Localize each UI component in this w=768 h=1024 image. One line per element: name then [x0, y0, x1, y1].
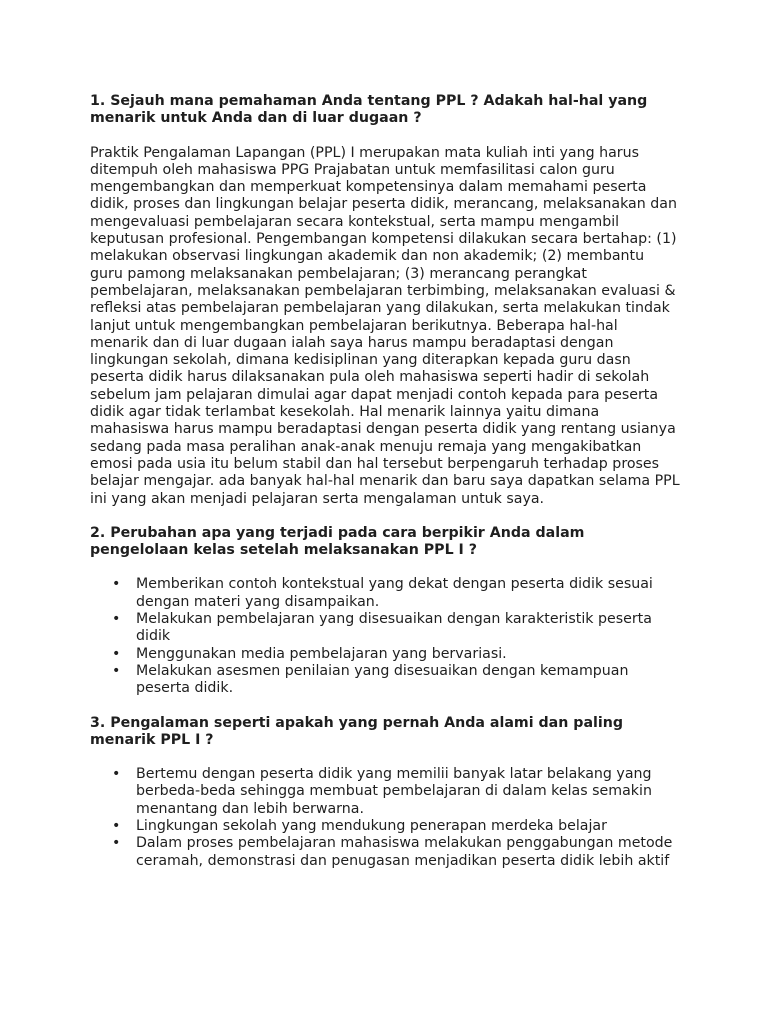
question-2-heading: 2. Perubahan apa yang terjadi pada cara berpikir Anda dalam pengelolaan kelas setelah melaksanakan PPL I ? [90, 524, 585, 559]
bullet-icon: • [112, 611, 121, 628]
bullet-icon: • [112, 645, 121, 662]
list-item [90, 766, 680, 818]
bullet-icon: • [112, 835, 121, 852]
bullet-icon: • [112, 817, 121, 834]
list-item [90, 611, 680, 646]
document-content [90, 93, 680, 870]
bullet-icon: • [112, 766, 121, 783]
question-3-heading: 3. Pengalaman seperti apakah yang pernah Anda alami dan paling menarik PPL I ? [90, 714, 623, 748]
list-item [90, 835, 680, 870]
list-item [90, 663, 680, 698]
question-1-heading: 1. Sejauh mana pemahaman Anda tentang PPL ? Adakah hal-hal yang menarik untuk Anda dan di luar dugaan ? [90, 93, 648, 127]
list-item [90, 818, 680, 835]
list-item-text: Melakukan pembelajaran yang disesuaikan dengan karakteristik peserta didik [136, 611, 652, 645]
bullet-icon: • [112, 662, 121, 679]
list-item-text: Memberikan contoh kontekstual yang dekat dengan peserta didik sesuai dengan materi yang disampaikan. [136, 576, 653, 610]
list-item-text: Dalam proses pembelajaran mahasiswa melakukan penggabungan metode ceramah, demonstrasi dan penugasan menjadikan peserta didik lebih aktif [136, 835, 673, 869]
list-item-text: Melakukan asesmen penilaian yang disesuaikan dengan kemampuan peserta didik. [136, 662, 629, 697]
list-item-text: Bertemu dengan peserta didik yang memilii banyak latar belakang yang berbeda-beda sehingga membuat pembelajaran di dalam kelas semakin menantang dan lebih berwarna. [136, 766, 652, 817]
answer-1-paragraph: Praktik Pengalaman Lapangan (PPL) I merupakan mata kuliah inti yang harus ditempuh oleh mahasiswa PPG Prajabatan untuk memfasilitasi calon guru mengembangkan dan memperkuat kompetensinya dalam memahami peserta didik, proses dan lingkungan belajar peserta didik, merancang, melaksanakan dan mengevaluasi pembelajaran secara kontekstual, serta mampu mengambil keputusan profesional. Pengembangan kompetensi dilakukan secara bertahap: (1) melakukan observasi lingkungan akademik dan non akademik; (2) membantu guru pamong melaksanakan pembelajaran; (3) merancang perangkat pembelajaran, melaksanakan pembelajaran terbimbing, melaksanakan evaluasi & refleksi atas pembelajaran pembelajaran yang dilakukan, serta melakukan tindak lanjut untuk mengembangkan pembelajaran berikutnya. Beberapa hal-hal menarik dan di luar dugaan ialah saya harus mampu beradaptasi dengan lingkungan sekolah, dimana kedisiplinan yang diterapkan kepada guru dasn peserta didik harus dilaksanakan pula oleh mahasiswa seperti hadir di sekolah sebelum jam pelajaran dimulai agar dapat menjadi contoh kepada para peserta didik agar tidak terlambat kesekolah. Hal menarik lainnya yaitu dimana mahasiswa harus mampu beradaptasi dengan peserta didik yang rentang usianya sedang pada masa peralihan anak-anak menuju remaja yang mengakibatkan emosi pada usia itu belum stabil dan hal tersebut berpengaruh terhadap proses belajar mengajar. ada banyak hal-hal menarik dan baru saya dapatkan selama PPL ini yang akan menjadi pelajaran serta mengalaman untuk saya. [90, 144, 680, 507]
bullet-icon: • [112, 576, 121, 593]
list-item [90, 576, 680, 611]
list-item [90, 646, 680, 663]
answer-2-bullet-list [90, 576, 680, 697]
list-item-text: Lingkungan sekolah yang mendukung penerapan merdeka belajar [136, 817, 607, 834]
list-item-text: Menggunakan media pembelajaran yang bervariasi. [136, 645, 507, 662]
answer-3-bullet-list [90, 766, 680, 870]
